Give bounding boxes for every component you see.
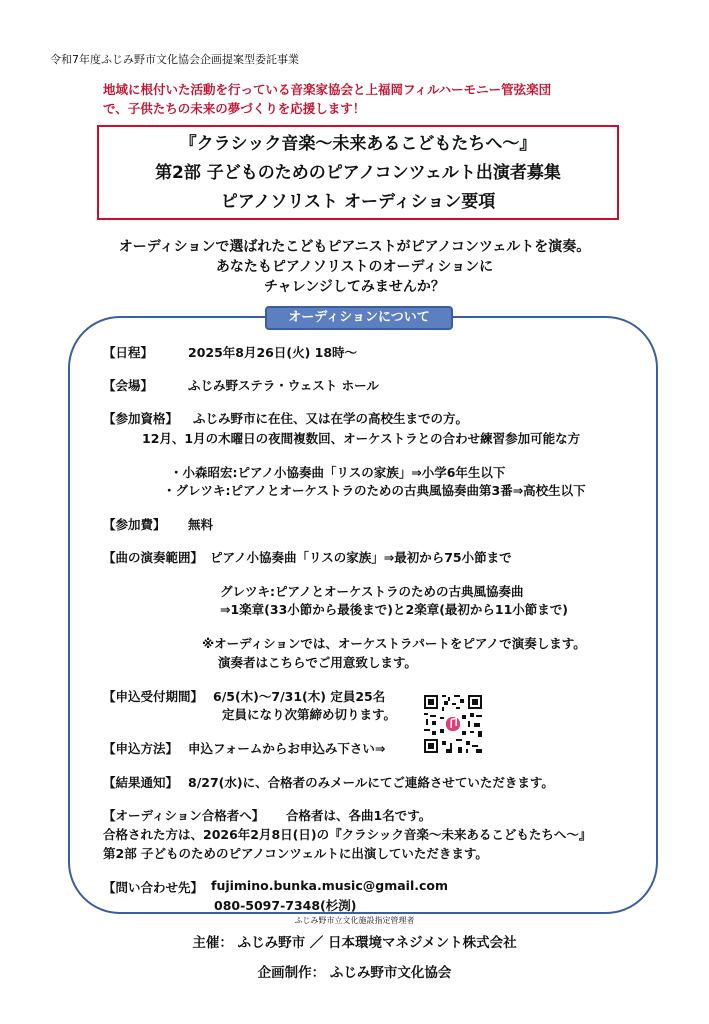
eligibility-value: ふじみ野市に在住、又は在学の高校生までの方。 [193, 411, 469, 426]
intro-line-3: チャレンジしてみませんか？ [264, 279, 445, 295]
title-line-1: 『クラシック音楽～未来あるこどもたちへ～』 [179, 134, 537, 154]
venue-value: ふじみ野ステラ・ウェスト ホール [188, 378, 379, 393]
result-label: 【結果通知】 [103, 775, 179, 790]
title-line-3: ピアノソリスト オーディション要項 [220, 192, 496, 212]
passers-value: 合格者は、各曲1名です。 [286, 808, 432, 823]
production: 企画制作： ふじみ野市文化協会 [257, 965, 452, 981]
passers-line-2: 合格された方は、2026年2月8日(日)の『クラシック音楽～未来あるこどもたちへ～』 [103, 827, 592, 842]
organizers: 主催： ふじみ野市 ／ 日本環境マネジメント株式会社 [192, 935, 517, 951]
period-note: 定員になり次第締め切ります。 [222, 707, 397, 722]
range-value-2: グレツキ:ピアノとオーケストラのための古典風協奏曲 [220, 584, 524, 599]
range-value-3: ⇒1楽章(33小節から最後まで)と2楽章(最初から11小節まで) [220, 602, 569, 617]
title-line-2: 第2部 子どものためのピアノコンツェルト出演者募集 [155, 163, 561, 183]
top-note: 令和7年度ふじみ野市文化協会企画提案型委託事業 [50, 53, 299, 66]
method-value[interactable]: 申込フォームからお申込み下さい⇒ [188, 741, 386, 756]
intro-line-2: あなたもピアノソリストのオーディションに [215, 259, 494, 275]
lead-line-1: 地域に根付いた活動を行っている音楽家協会と上福岡フィルハーモニー管弦楽団 [103, 82, 552, 97]
section-pill: オーディションについて [265, 306, 453, 330]
result-value: 8/27(水)に、合格者のみメールにてご連絡させていただきます。 [188, 775, 554, 790]
date-value: 2025年8月26日(火) 18時～ [188, 345, 358, 360]
contact-label: 【問い合わせ先】 [103, 880, 204, 895]
designated-manager-note: ふじみ野市立文化施設指定管理者 [294, 916, 415, 925]
fee-value: 無料 [188, 517, 214, 532]
passers-label: 【オーディション合格者へ】 [103, 808, 265, 823]
eligibility-note: 12月、1月の木曜日の夜間複数回、オーケストラとの合わせ練習参加可能な方 [142, 431, 581, 446]
method-label: 【申込方法】 [103, 741, 179, 756]
eligibility-label: 【参加資格】 [103, 411, 179, 426]
contact-phone: 080-5097-7348(杉渕) [214, 898, 357, 913]
fee-label: 【参加費】 [103, 517, 166, 532]
range-value-1: ピアノ小協奏曲「リスの家族」⇒最初から75小節まで [210, 550, 512, 565]
contact-email[interactable]: fujimino.bunka.music@gmail.com [211, 878, 448, 893]
title-box [97, 125, 619, 220]
period-value: 6/5(木)～7/31(木) 定員25名 [213, 689, 386, 704]
note-2: 演奏者はこちらでご用意致します。 [218, 655, 417, 670]
lead-line-2: で、子供たちの未来の夢づくりを応援します！ [103, 101, 366, 116]
qr-code-icon[interactable] [422, 693, 484, 755]
intro-line-1: オーディションで選ばれたこどもピアニストがピアノコンツェルトを演奏。 [118, 239, 591, 255]
venue-label: 【会場】 [103, 378, 154, 393]
period-label: 【申込受付期間】 [103, 689, 204, 704]
date-label: 【日程】 [103, 345, 154, 360]
piece-requirement-1: ・小森昭宏:ピアノ小協奏曲「リスの家族」⇒小学6年生以下 [170, 465, 506, 480]
range-label: 【曲の演奏範囲】 [103, 550, 204, 565]
note-1: ※オーディションでは、オーケストラパートをピアノで演奏します。 [202, 636, 586, 651]
passers-line-3: 第2部 子どものためのピアノコンツェルトに出演していただきます。 [103, 846, 488, 861]
piece-requirement-2: ・グレツキ:ピアノとオーケストラのための古典風協奏曲第3番⇒高校生以下 [163, 483, 586, 498]
